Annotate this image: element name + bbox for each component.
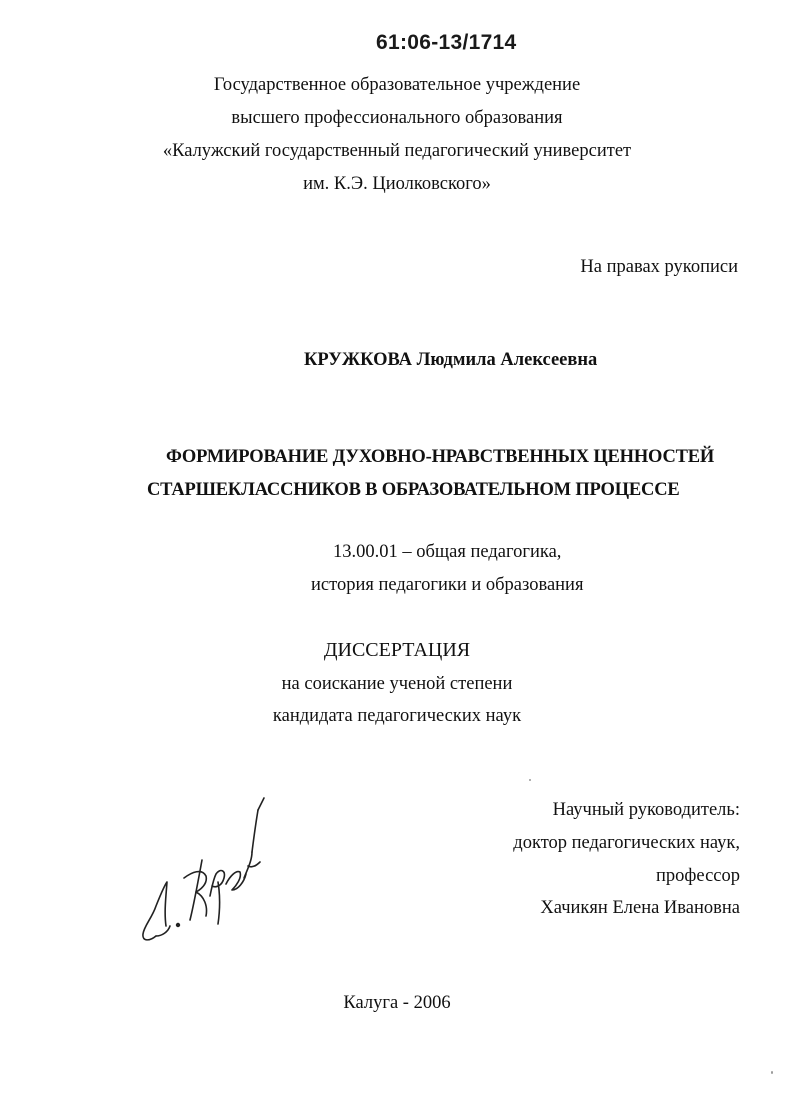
- organization-line-3: «Калужский государственный педагогический университет: [162, 141, 632, 161]
- city-year: Калуга - 2006: [343, 993, 451, 1013]
- advisor-degree: доктор педагогических наук,: [513, 833, 740, 853]
- scan-speck: [529, 779, 531, 781]
- degree-line-2: кандидата педагогических наук: [272, 706, 522, 726]
- degree-line-1: на соискание ученой степени: [281, 674, 513, 694]
- title-line-2: СТАРШЕКЛАССНИКОВ В ОБРАЗОВАТЕЛЬНОМ ПРОЦЕССЕ: [147, 480, 680, 500]
- advisor-name: Хачикян Елена Ивановна: [540, 898, 740, 918]
- specialty-line-2: история педагогики и образования: [311, 575, 584, 595]
- advisor-label: Научный руководитель:: [552, 800, 740, 820]
- organization-line-1: Государственное образовательное учреждение: [213, 75, 581, 95]
- scan-speck: [771, 1071, 773, 1074]
- author-surname: КРУЖКОВА: [304, 350, 413, 370]
- author-name: [304, 350, 597, 371]
- manuscript-note: На правах рукописи: [580, 257, 738, 277]
- specialty-line-1: 13.00.01 – общая педагогика,: [333, 542, 562, 562]
- organization-line-2: высшего профессионального образования: [231, 108, 563, 128]
- title-line-1: ФОРМИРОВАНИЕ ДУХОВНО-НРАВСТВЕННЫХ ЦЕННОСТЕЙ: [166, 447, 715, 467]
- handwritten-signature: [132, 786, 272, 956]
- author-given-names: Людмила Алексеевна: [416, 350, 598, 370]
- advisor-rank: профессор: [656, 866, 740, 886]
- archive-stamp: 61:06-13/1714: [376, 31, 517, 54]
- organization-line-4: им. К.Э. Циолковского»: [303, 174, 491, 194]
- document-type: ДИССЕРТАЦИЯ: [323, 639, 471, 661]
